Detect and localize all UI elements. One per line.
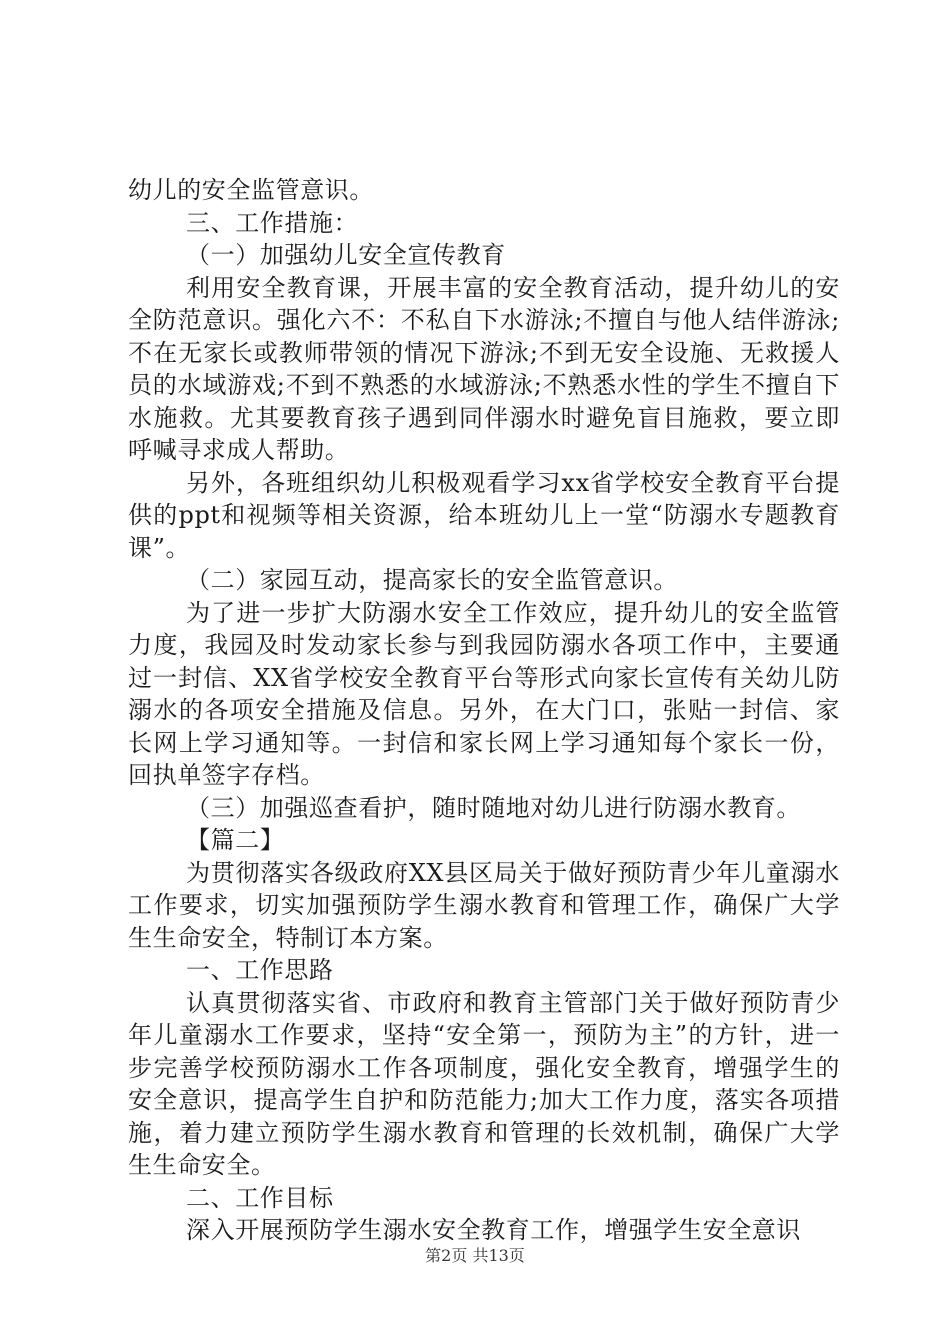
paragraph: 另外，各班组织幼儿积极观看学习xx省学校安全教育平台提供的ppt和视频等相关资源，给本班幼儿上一堂“防溺水专题教育课”。	[128, 468, 840, 562]
paragraph: 深入开展预防学生溺水安全教育工作，增强学生安全意识	[186, 1216, 801, 1244]
page-number-footer: 第2页 共13页	[425, 1246, 525, 1265]
section-heading-approach: 一、工作思路	[186, 956, 334, 984]
subsection-heading-2: （二）家园互动，提高家长的安全监管意识。	[186, 566, 678, 594]
paragraph: 利用安全教育课，开展丰富的安全教育活动，提升幼儿的安全防范意识。强化六不：不私自下水游泳;不擅自与他人结伴游泳;不在无家长或教师带领的情况下游泳;不到无安全设施、无救援人员的水域游戏;不到不熟悉的水域游泳;不熟悉水性的学生不擅自下水施救。尤其要教育孩子遇到同伴溺水时避免盲目施救，要立即呼喊寻求成人帮助。	[128, 273, 840, 464]
chapter-heading: 【篇二】	[186, 826, 285, 854]
paragraph-continuation: 幼儿的安全监管意识。	[128, 176, 374, 204]
document-body	[128, 174, 840, 1247]
subsection-heading-3: （三）加强巡查看护，随时随地对幼儿进行防溺水教育。	[186, 793, 801, 822]
section-heading-measures: 三、工作措施：	[186, 208, 359, 237]
paragraph: 为贯彻落实各级政府XX县区局关于做好预防青少年儿童溺水工作要求，切实加强预防学生溺水教育和管理工作，确保广大学生生命安全，特制订本方案。	[128, 858, 840, 952]
section-heading-goals: 二、工作目标	[186, 1183, 334, 1212]
paragraph: 认真贯彻落实省、市政府和教育主管部门关于做好预防青少年儿童溺水工作要求，坚持“安全第一，预防为主”的方针，进一步完善学校预防溺水工作各项制度，强化安全教育，增强学生的安全意识，提高学生自护和防范能力;加大工作力度，落实各项措施，着力建立预防学生溺水教育和管理的长效机制，确保广大学生生命安全。	[128, 988, 840, 1179]
paragraph: 为了进一步扩大防溺水安全工作效应，提升幼儿的安全监管力度，我园及时发动家长参与到我园防溺水各项工作中，主要通过一封信、XX省学校安全教育平台等形式向家长宣传有关幼儿防溺水的各项安全措施及信息。另外，在大门口，张贴一封信、家长网上学习通知等。一封信和家长网上学习通知每个家长一份，回执单签字存档。	[128, 598, 840, 789]
subsection-heading-1: （一）加强幼儿安全宣传教育	[186, 241, 506, 269]
